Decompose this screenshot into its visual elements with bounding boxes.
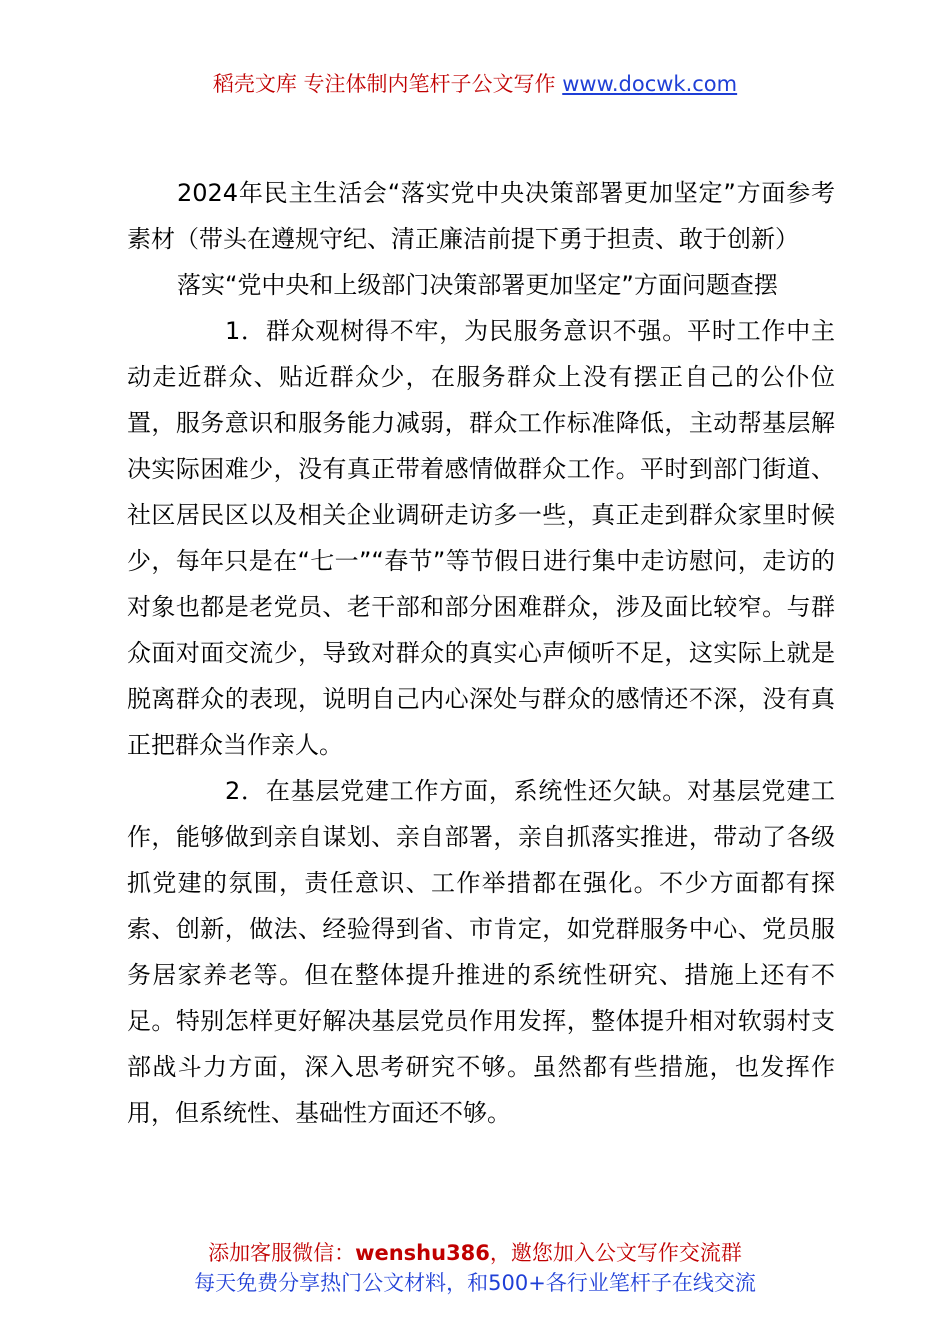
footer-promo-line: 每天免费分享热门公文材料，和500+各行业笔杆子在线交流: [194, 1271, 756, 1295]
footer-contact-prefix: 添加客服微信：: [208, 1241, 356, 1265]
document-subtitle: 落实“党中央和上级部门决策部署更加坚定”方面问题查摆: [177, 271, 778, 299]
page-header: [0, 68, 950, 100]
page-footer: [0, 1238, 950, 1298]
footer-contact-line: [0, 1238, 950, 1268]
document-title: 2024年民主生活会“落实党中央决策部署更加坚定”方面参考素材（带头在遵规守纪、清正廉洁前提下勇于担责、敢于创新）: [127, 179, 835, 253]
document-paragraph-1: 1．群众观树得不牢，为民服务意识不强。平时工作中主动走近群众、贴近群众少，在服务群众上没有摆正自己的公仆位置，服务意识和服务能力减弱，群众工作标准降低，主动帮基层解决实际困难少，没有真正带着感情做群众工作。平时到部门街道、社区居民区以及相关企业调研走访多一些，真正走到群众家里时候少，每年只是在“七一”“春节”等节假日进行集中走访慰问，走访的对象也都是老党员、老干部和部分困难群众，涉及面比较窄。与群众面对面交流少，导致对群众的真实心声倾听不足，这实际上就是脱离群众的表现，说明自己内心深处与群众的感情还不深，没有真正把群众当作亲人。: [127, 317, 835, 759]
document-body: [127, 170, 835, 1136]
header-url-link[interactable]: www.docwk.com: [562, 72, 738, 96]
footer-contact-suffix: ，邀您加入公文写作交流群: [489, 1241, 742, 1265]
footer-wechat-id: wenshu386: [355, 1241, 490, 1265]
header-brand: 稻壳文库 专注体制内笔杆子公文写作: [212, 72, 556, 96]
document-paragraph-2: 2．在基层党建工作方面，系统性还欠缺。对基层党建工作，能够做到亲自谋划、亲自部署，亲自抓落实推进，带动了各级抓党建的氛围，责任意识、工作举措都在强化。不少方面都有探索、创新，做法、经验得到省、市肯定，如党群服务中心、党员服务居家养老等。但在整体提升推进的系统性研究、措施上还有不足。特别怎样更好解决基层党员作用发挥，整体提升相对软弱村支部战斗力方面，深入思考研究不够。虽然都有些措施，也发挥作用，但系统性、基础性方面还不够。: [127, 777, 835, 1127]
